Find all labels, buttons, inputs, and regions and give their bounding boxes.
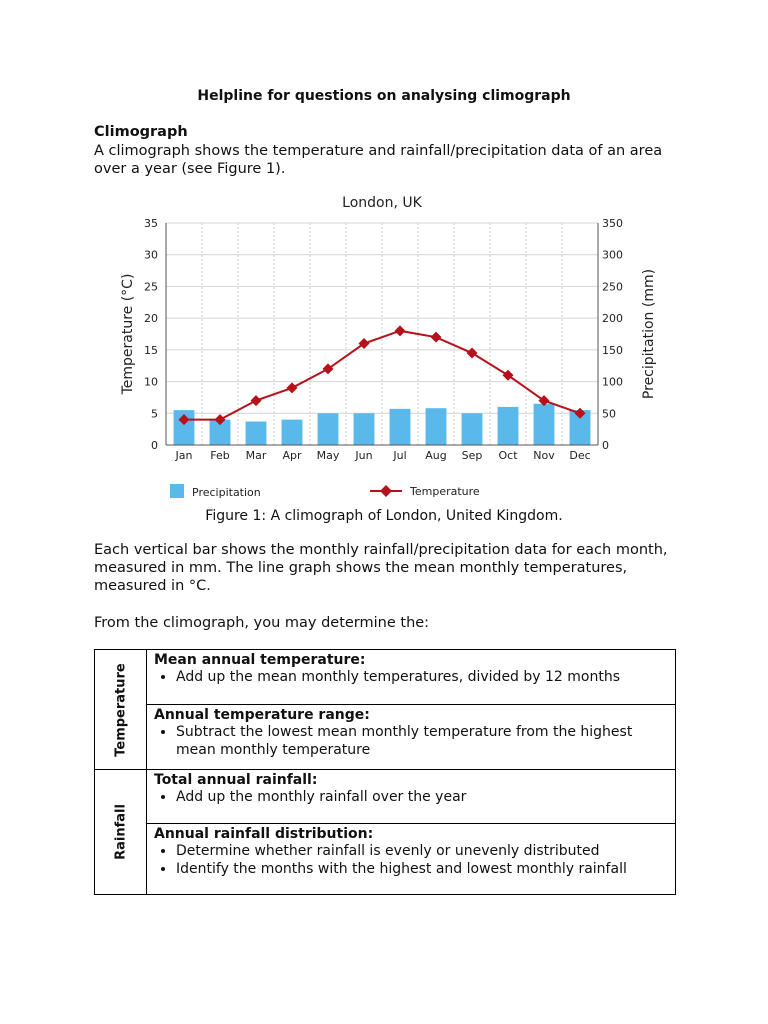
precipitation-bar bbox=[498, 407, 519, 445]
bullet-item: • Subtract the lowest mean monthly temperature from the highest mean monthly temperature bbox=[176, 723, 667, 759]
x-tick-label: Nov bbox=[533, 449, 555, 462]
climograph-svg bbox=[112, 180, 657, 510]
chart-title: London, UK bbox=[342, 195, 422, 211]
x-tick-label: Jun bbox=[355, 449, 373, 462]
y-tick-label: 0 bbox=[151, 439, 158, 452]
y-tick-label: 30 bbox=[144, 248, 158, 262]
item-title: Total annual rainfall: bbox=[154, 772, 318, 788]
precipitation-bar bbox=[462, 413, 483, 445]
y2-tick-label: 350 bbox=[602, 217, 623, 230]
bullet-item: • Add up the monthly rainfall over the year bbox=[176, 788, 667, 806]
y2-tick-label: 50 bbox=[602, 407, 616, 421]
y2-tick-label: 100 bbox=[602, 375, 623, 389]
table-row bbox=[95, 705, 676, 770]
table-cell bbox=[147, 824, 676, 895]
analysis-table bbox=[94, 649, 676, 895]
y-tick-label: 20 bbox=[144, 312, 158, 326]
y2-tick-label: 150 bbox=[602, 343, 623, 357]
legend-precipitation-label: Precipitation bbox=[192, 486, 261, 499]
x-tick-label: Dec bbox=[569, 449, 591, 462]
x-tick-label: May bbox=[316, 449, 340, 462]
precipitation-bar bbox=[390, 409, 411, 445]
category-cell-temperature bbox=[95, 650, 147, 770]
item-title: Mean annual temperature: bbox=[154, 652, 366, 668]
precipitation-bar bbox=[426, 408, 447, 445]
table-row bbox=[95, 824, 676, 895]
x-tick-label: Apr bbox=[282, 449, 302, 462]
y-tick-label: 35 bbox=[144, 217, 158, 230]
y2-tick-label: 300 bbox=[602, 248, 623, 262]
legend-precipitation-swatch bbox=[170, 484, 184, 498]
y-tick-label: 15 bbox=[144, 343, 158, 357]
y2-axis-title: Precipitation (mm) bbox=[641, 268, 657, 400]
table-cell bbox=[147, 650, 676, 705]
category-label: Rainfall bbox=[113, 804, 128, 860]
x-tick-label: Mar bbox=[245, 449, 267, 462]
y-tick-label: 5 bbox=[151, 407, 158, 421]
precipitation-bar bbox=[318, 413, 339, 445]
precipitation-bar bbox=[282, 420, 303, 445]
x-tick-label: Aug bbox=[425, 449, 447, 462]
item-title: Annual rainfall distribution: bbox=[154, 826, 374, 842]
y2-tick-label: 200 bbox=[602, 312, 623, 326]
determine-text: From the climograph, you may determine the: bbox=[94, 615, 430, 631]
intro-paragraph: A climograph shows the temperature and rainfall/precipitation data of an area over a year (see Figure 1). bbox=[94, 143, 663, 177]
table-row bbox=[95, 650, 676, 705]
table-cell bbox=[147, 770, 676, 824]
y2-tick-label: 250 bbox=[602, 280, 623, 294]
y-axis-title: Temperature (°C) bbox=[120, 273, 136, 395]
climograph-chart bbox=[112, 180, 657, 510]
x-tick-label: Jan bbox=[175, 449, 193, 462]
item-title: Annual temperature range: bbox=[154, 707, 370, 723]
table-row bbox=[95, 770, 676, 824]
category-label: Temperature bbox=[113, 662, 128, 757]
bullet-item: • Identify the months with the highest and lowest monthly rainfall bbox=[176, 860, 667, 878]
section-heading: Climograph bbox=[94, 124, 188, 140]
x-tick-label: Sep bbox=[461, 449, 483, 462]
y2-tick-label: 0 bbox=[602, 439, 609, 452]
legend-temperature-label: Temperature bbox=[410, 485, 480, 498]
table-cell bbox=[147, 705, 676, 770]
x-tick-label: Feb bbox=[210, 449, 230, 462]
bullet-item: • Determine whether rainfall is evenly or unevenly distributed bbox=[176, 842, 667, 860]
document-title: Helpline for questions on analysing climograph bbox=[197, 88, 571, 104]
precipitation-bar bbox=[246, 422, 267, 445]
y-tick-label: 25 bbox=[144, 280, 158, 294]
x-tick-label: Jul bbox=[393, 449, 407, 462]
figure-caption: Figure 1: A climograph of London, United Kingdom. bbox=[205, 508, 563, 524]
bullet-item: • Add up the mean monthly temperatures, divided by 12 months bbox=[176, 668, 667, 686]
y-tick-label: 10 bbox=[144, 375, 158, 389]
precipitation-bar bbox=[354, 413, 375, 445]
precipitation-bar bbox=[534, 404, 555, 445]
x-tick-label: Oct bbox=[498, 449, 518, 462]
description-paragraph: Each vertical bar shows the monthly rainfall/precipitation data for each month, measured in mm. The line graph shows the mean monthly temperatures, measured in °C. bbox=[94, 542, 668, 594]
category-cell-rainfall bbox=[95, 770, 147, 895]
